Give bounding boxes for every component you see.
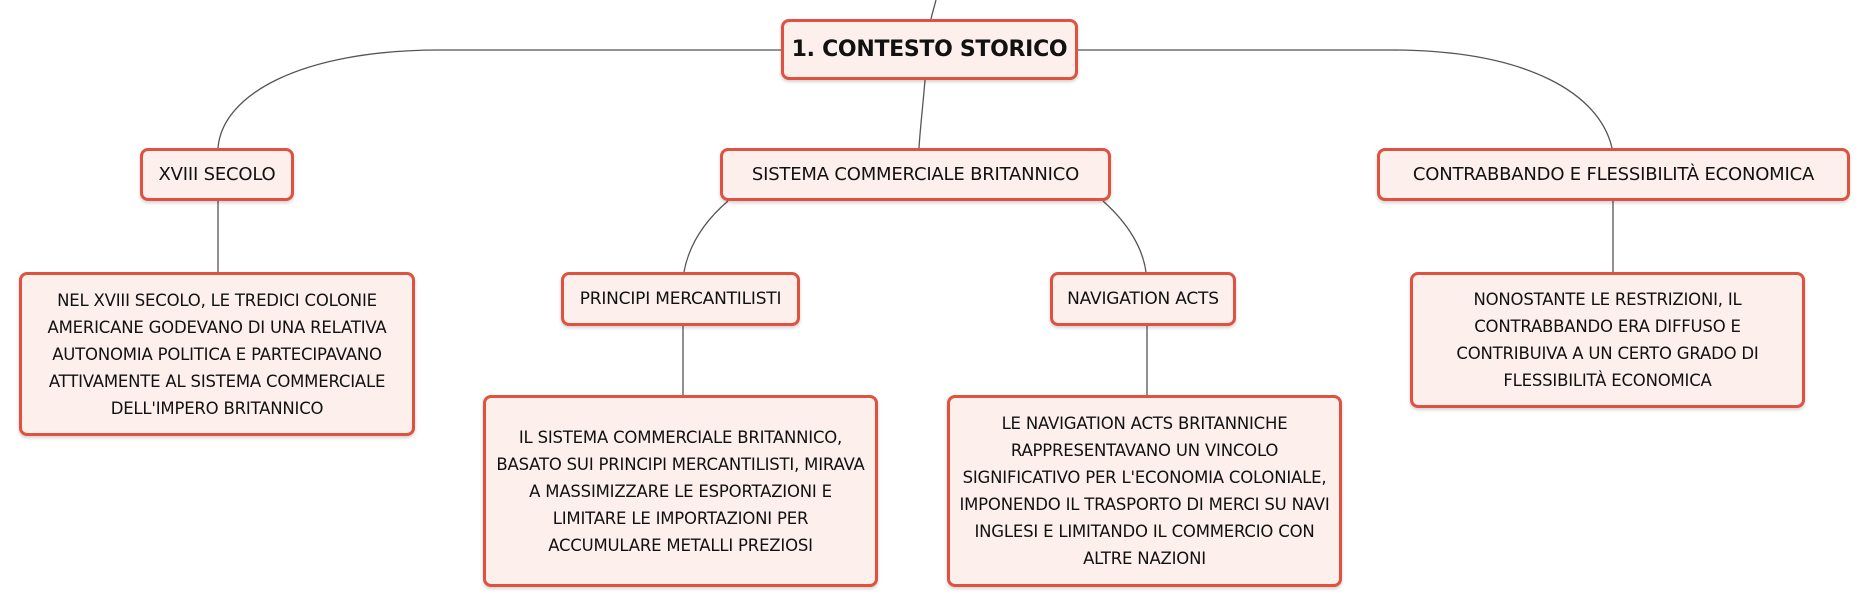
root-topic-node[interactable] [781, 19, 1078, 80]
connector-parent-to-root [931, 0, 936, 19]
note-text-principi-mercantilisti: IL SISTEMA COMMERCIALE BRITANNICO, BASATO SUI PRINCIPI MERCANTILISTI, MIRAVA A MASSIMIZZARE LE ESPORTAZIONI E LIMITARE LE IMPORTAZIONI PER ACCUMULARE METALLI PREZIOSI [496, 427, 865, 555]
connector-root-to-xviii [218, 50, 781, 148]
subtopic-node-navigation-acts[interactable] [1050, 272, 1236, 326]
subtopic-node-principi-mercantilisti[interactable] [561, 272, 800, 326]
topic-node-sistema-commerciale[interactable] [720, 148, 1111, 201]
root-topic-label: 1. CONTESTO STORICO [791, 37, 1068, 62]
connector-root-to-contrabbando [1078, 50, 1612, 148]
note-text-xviii-secolo: NEL XVIII SECOLO, LE TREDICI COLONIE AMERICANE GODEVANO DI UNA RELATIVA AUTONOMIA POLITICA E PARTECIPAVANO ATTIVAMENTE AL SISTEMA COMMERCIALE DELL'IMPERO BRITANNICO [47, 290, 387, 418]
topic-node-contrabbando[interactable] [1377, 148, 1850, 201]
subtopic-label-principi-mercantilisti: PRINCIPI MERCANTILISTI [579, 289, 782, 309]
note-node-navigation-acts[interactable] [947, 395, 1342, 587]
note-text-contrabbando: NONOSTANTE LE RESTRIZIONI, IL CONTRABBANDO ERA DIFFUSO E CONTRIBUIVA A UN CERTO GRADO DI FLESSIBILITÀ ECONOMICA [1456, 290, 1759, 390]
connector-root-to-sistema [919, 80, 925, 148]
topic-label-contrabbando: CONTRABBANDO E FLESSIBILITÀ ECONOMICA [1412, 164, 1815, 185]
connector-sistema-to-navigation [1103, 201, 1146, 272]
note-node-principi-mercantilisti[interactable] [483, 395, 878, 587]
topic-label-sistema-commerciale: SISTEMA COMMERCIALE BRITANNICO [751, 164, 1080, 185]
note-text-navigation-acts: LE NAVIGATION ACTS BRITANNICHE RAPPRESENTAVANO UN VINCOLO SIGNIFICATIVO PER L'ECONOMIA COLONIALE, IMPONENDO IL TRASPORTO DI MERCI SU NAVI INGLESI E LIMITANDO IL COMMERCIO CON ALTRE NAZIONI [959, 414, 1330, 568]
note-node-contrabbando[interactable] [1410, 272, 1805, 408]
note-node-xviii-secolo[interactable] [19, 272, 415, 436]
topic-node-xviii-secolo[interactable] [140, 148, 294, 201]
subtopic-label-navigation-acts: NAVIGATION ACTS [1067, 289, 1219, 309]
connector-sistema-to-principi [684, 201, 728, 272]
topic-label-xviii-secolo: XVIII SECOLO [158, 164, 276, 185]
